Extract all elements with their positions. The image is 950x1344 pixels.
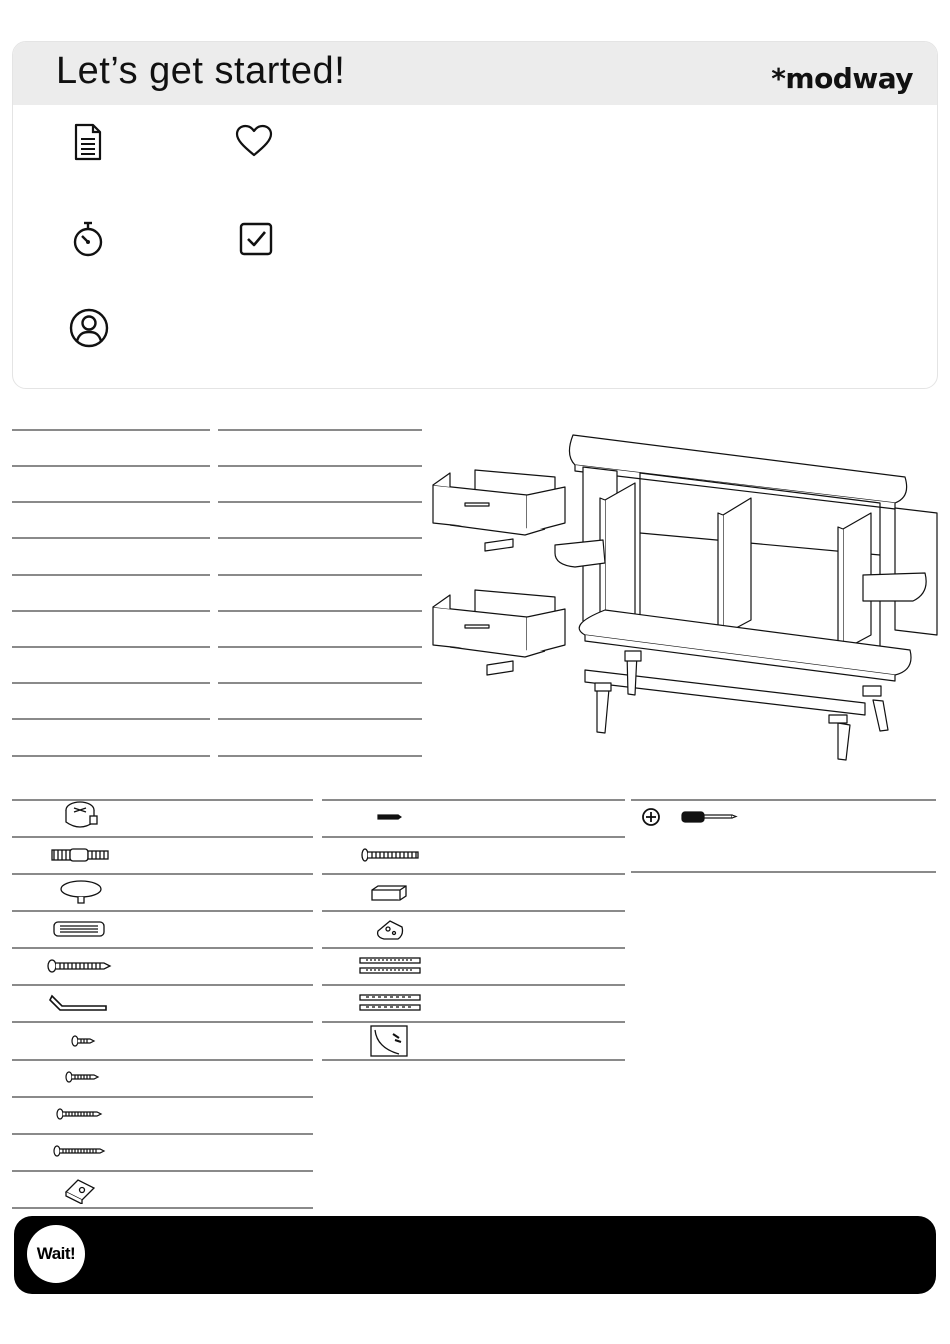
heart-icon	[235, 124, 273, 158]
hardware-row-line	[631, 871, 936, 873]
parts-row-line	[12, 646, 210, 648]
parts-row-line	[12, 682, 210, 684]
hardware-row-line	[12, 947, 313, 949]
small-screw-icon	[64, 1071, 100, 1083]
hardware-row-line	[322, 947, 625, 949]
parts-row-line	[12, 537, 210, 539]
hardware-row-line	[12, 1021, 313, 1023]
stopwatch-icon	[71, 220, 105, 258]
wait-badge: Wait!	[27, 1225, 85, 1283]
card-header	[13, 42, 937, 105]
parts-row-line	[218, 501, 422, 503]
hardware-row-line	[322, 799, 625, 801]
parts-row-line	[218, 718, 422, 720]
nail-icon	[376, 812, 402, 822]
drawer-slide-icon	[358, 993, 422, 1013]
exploded-assembly-diagram	[425, 425, 945, 775]
cam-lock-icon	[60, 800, 100, 834]
leg-plate-icon	[374, 917, 406, 943]
small-screw-icon	[70, 1035, 96, 1047]
parts-row-line	[218, 574, 422, 576]
document-icon	[73, 123, 103, 161]
brand-logo: *modway	[771, 62, 913, 95]
hardware-row-line	[12, 1207, 313, 1209]
screwdriver-icon	[680, 810, 738, 824]
hardware-row-line	[322, 873, 625, 875]
parts-row-line	[12, 755, 210, 757]
hardware-row-line	[631, 799, 936, 801]
parts-row-line	[12, 718, 210, 720]
wood-block-icon	[370, 884, 408, 902]
hardware-row-line	[322, 984, 625, 986]
parts-row-line	[218, 755, 422, 757]
user-icon	[69, 308, 109, 348]
hardware-row-line	[12, 873, 313, 875]
hardware-row-line	[12, 1170, 313, 1172]
phillips-head-icon	[641, 807, 661, 827]
hardware-row-line	[322, 910, 625, 912]
hardware-row-line	[12, 836, 313, 838]
parts-row-line	[12, 574, 210, 576]
parts-row-line	[218, 465, 422, 467]
hardware-row-line	[12, 1096, 313, 1098]
parts-row-line	[12, 429, 210, 431]
parts-row-line	[218, 537, 422, 539]
long-screw-icon	[46, 958, 112, 974]
parts-row-line	[12, 610, 210, 612]
hardware-row-line	[12, 1059, 313, 1061]
wait-notice-bar	[14, 1216, 936, 1294]
hardware-row-line	[322, 836, 625, 838]
cap-icon	[58, 879, 104, 905]
parts-row-line	[218, 429, 422, 431]
hardware-row-line	[12, 799, 313, 801]
drawer-slide-icon	[358, 956, 422, 976]
intro-card	[12, 41, 938, 389]
hardware-row-line	[322, 1059, 625, 1061]
medium-screw-icon	[52, 1145, 106, 1157]
parts-row-line	[12, 501, 210, 503]
hardware-row-line	[12, 984, 313, 986]
parts-row-line	[12, 465, 210, 467]
parts-row-line	[218, 610, 422, 612]
hardware-row-line	[322, 1021, 625, 1023]
checkbox-icon	[239, 222, 273, 256]
hardware-row-line	[12, 1133, 313, 1135]
long-bolt-icon	[360, 848, 422, 862]
medium-screw-icon	[55, 1108, 103, 1120]
wooden-dowel-icon	[52, 920, 106, 938]
allen-key-icon	[48, 992, 110, 1014]
corner-bracket-icon	[62, 1176, 98, 1204]
anti-tip-kit-icon	[369, 1024, 409, 1058]
parts-row-line	[218, 682, 422, 684]
parts-row-line	[218, 646, 422, 648]
hardware-row-line	[12, 910, 313, 912]
page-title: Let’s get started!	[56, 50, 346, 92]
cam-bolt-icon	[50, 846, 112, 864]
